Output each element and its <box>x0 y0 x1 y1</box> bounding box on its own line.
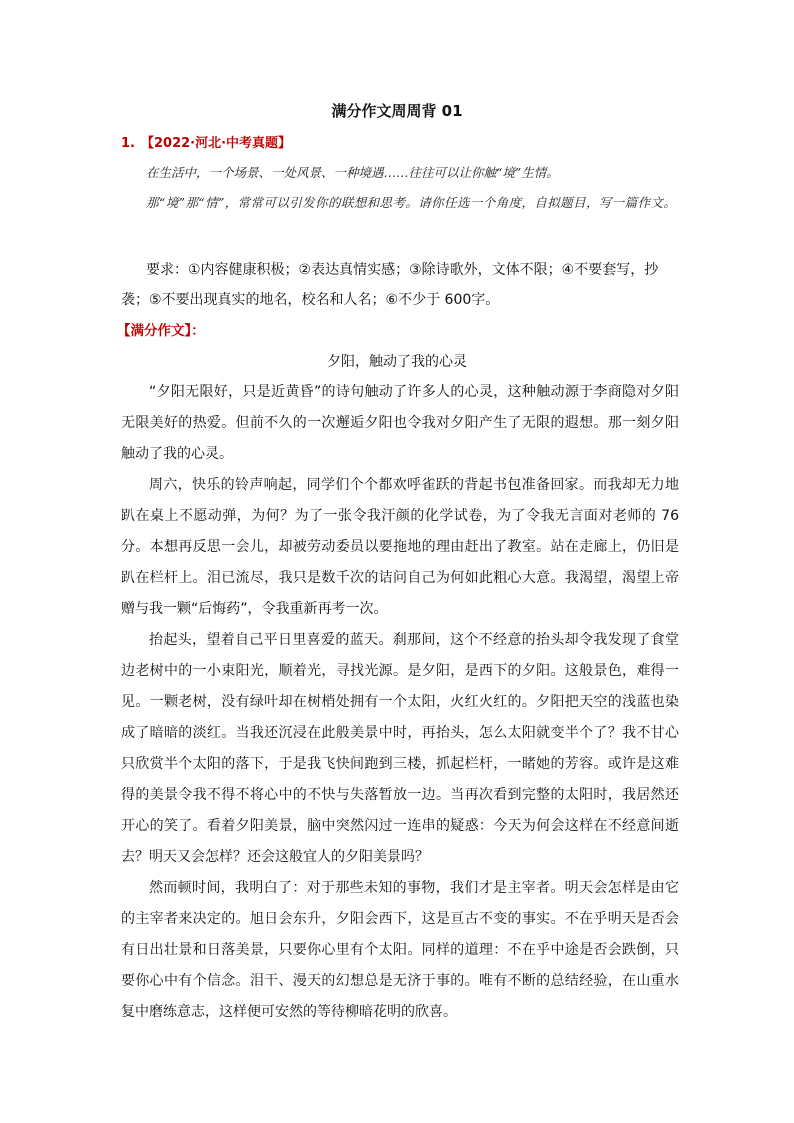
question-source: 【2022·河北·中考真题】 <box>140 136 292 151</box>
essay-paragraph-4: 然而顿时间，我明白了：对于那些未知的事物，我们才是主宰者。明天会怎样是由它的主宰者来决定的。旭日会东升，夕阳会西下，这是亘古不变的事实。不在乎明天是否会有日出壮景和日落美景，只要你心里有个太阳。同样的道理：不在乎中途是否会跌倒，只要你心中有个信念。泪干、漫天的幻想总是无济于事的。唯有不断的总结经验，在山重水复中磨练意志，这样便可安然的等待柳暗花明的欣喜。 <box>121 880 679 1020</box>
essay-paragraph-1: “夕阳无限好，只是近黄昏”的诗句触动了许多人的心灵，这种触动源于李商隐对夕阳无限美好的热爱。但前不久的一次邂逅夕阳也令我对夕阳产生了无限的遐想。那一刻夕阳触动了我的心灵。 <box>121 384 679 462</box>
essay-title: 夕阳，触动了我的心灵 <box>327 354 467 370</box>
question-number: 1. <box>121 136 135 151</box>
question-header <box>121 135 291 153</box>
page-title: 满分作文周周背 01 <box>331 102 463 120</box>
requirements-text: 要求：①内容健康积极；②表达真情实感；③除诗歌外，文体不限；④不要套写，抄袭；⑤不要出现真实的地名，校名和人名；⑥不少于 600字。 <box>121 262 659 308</box>
essay-body <box>121 377 679 1028</box>
essay-label: 【满分作文】： <box>117 323 205 339</box>
essay-paragraph-3: 抬起头，望着自己平日里喜爱的蓝天。刹那间，这个不经意的抬头却令我发现了食堂边老树中的一小束阳光，顺着光，寻找光源。是夕阳，是西下的夕阳。这般景色，难得一见。一颗老树，没有绿叶却在树梢处拥有一个太阳，火红火红的。夕阳把天空的浅蓝也染成了暗暗的淡红。当我还沉浸在此般美景中时，再抬头，怎么太阳就变半个了？我不甘心只欣赏半个太阳的落下，于是我飞快间跑到三楼，抓起栏杆，一睹她的芳容。或许是这难得的美景令我不得不将心中的不快与失落暂放一边。当再次看到完整的太阳时，我居然还开心的笑了。看着夕阳美景，脑中突然闪过一连串的疑惑：今天为何会这样在不经意间逝去？明天又会怎样？还会这般宜人的夕阳美景吗？ <box>121 632 679 865</box>
prompt-paragraph-2: 那“境”那“情”，常常可以引发你的联想和思考。请你任选一个角度，自拟题目，写一篇作文。 <box>146 195 677 210</box>
essay-paragraph-2: 周六，快乐的铃声响起，同学们个个都欢呼雀跃的背起书包准备回家。而我却无力地趴在桌上不愿动弹，为何？为了一张令我汗颜的化学试卷，为了令我无言面对老师的 76分。本想再反思一会儿，却被劳动委员以要拖地的理由赶出了教室。站在走廊上，仍旧是趴在栏杆上。泪已流尽，我只是数千次的诘问自己为何如此粗心大意。我渴望，渴望上帝赠与我一颗“后悔药”，令我重新再考一次。 <box>121 477 679 617</box>
prompt-paragraph-1: 在生活中，一个场景、一处风景、一种境遇……往往可以让你触“境”生情。 <box>146 165 559 180</box>
